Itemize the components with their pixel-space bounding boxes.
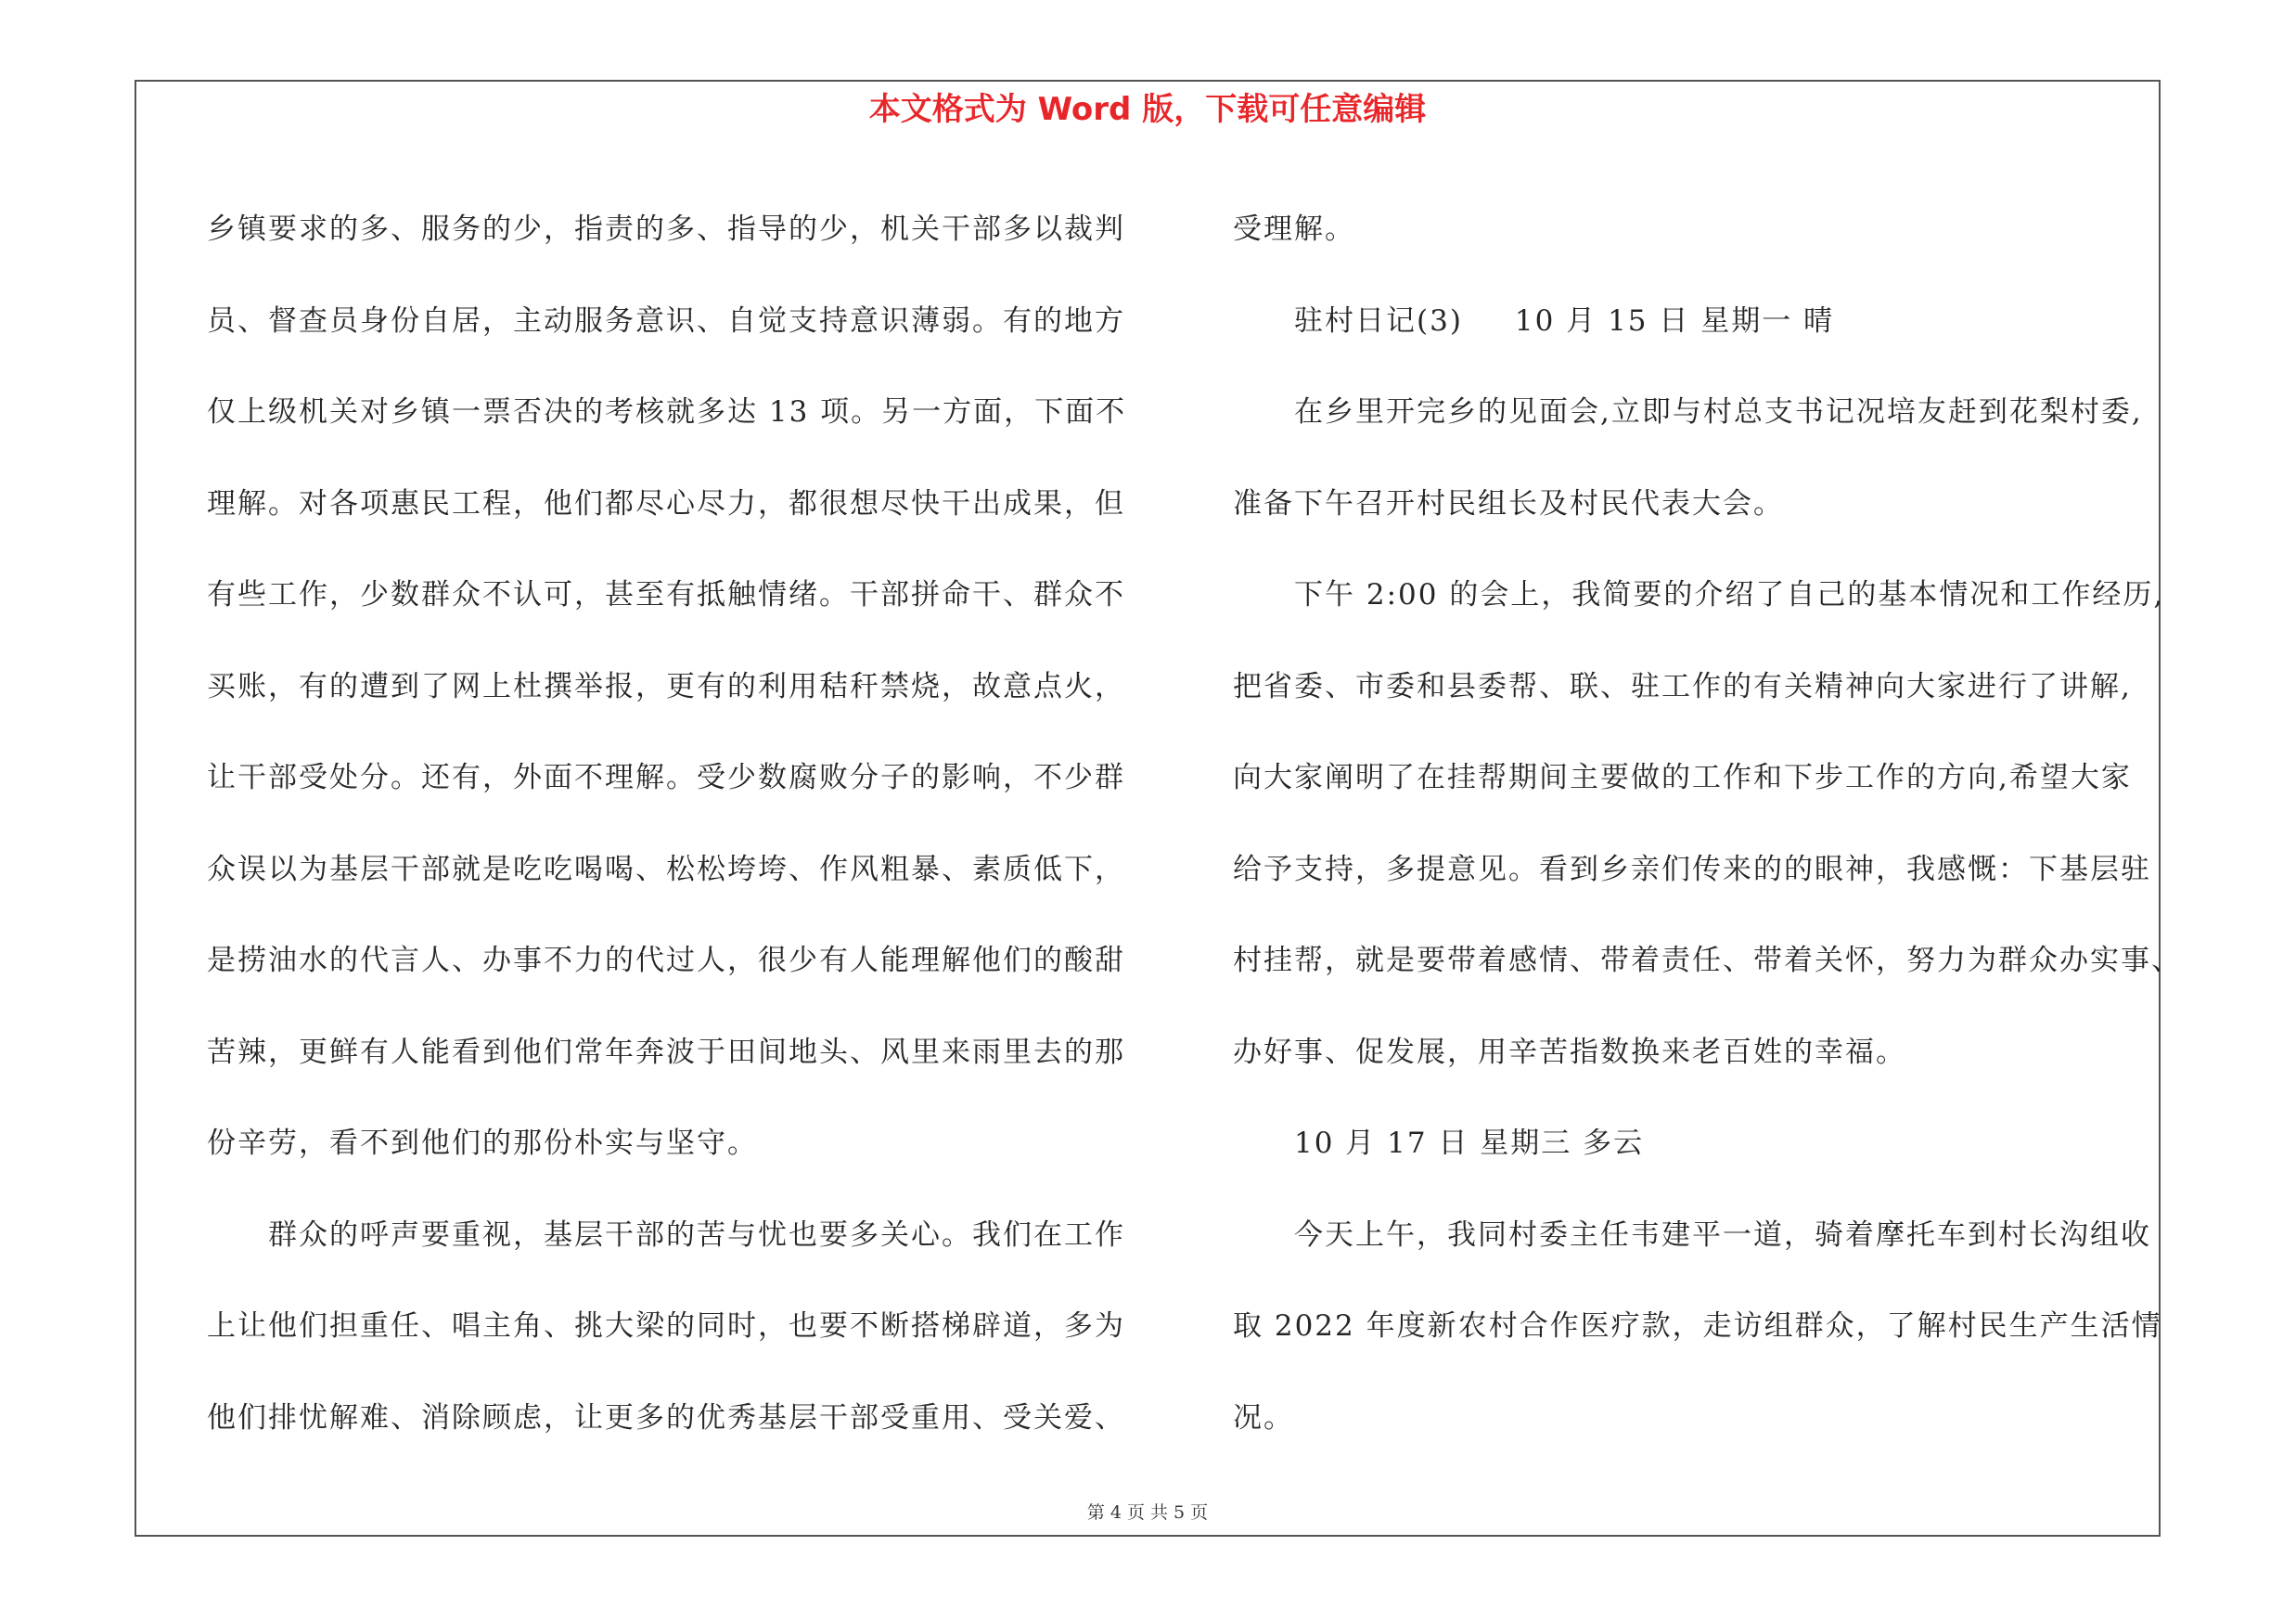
paragraph-line: 理解。对各项惠民工程，他们都尽心尽力，都很想尽快干出成果，但	[207, 486, 1125, 521]
paragraph-line: 众误以为基层干部就是吃吃喝喝、松松垮垮、作风粗暴、素质低下，	[207, 852, 1125, 886]
document-page	[135, 80, 2182, 1537]
diary-heading	[1233, 276, 2151, 367]
paragraph-line: 乡镇要求的多、服务的少，指责的多、指导的少，机关干部多以裁判	[207, 213, 1125, 246]
paragraph-line: 仅上级机关对乡镇一票否决的考核就多达 13 项。另一方面，下面不	[207, 395, 1127, 429]
paragraph-line: 准备下午召开村民组长及村民代表大会。	[1233, 486, 1784, 521]
diary-date-heading: 10 月 17 日 星期三 多云	[1294, 1127, 1645, 1160]
right-text-column	[1233, 184, 2182, 1463]
diary-title: 驻村日记(3)	[1294, 303, 1463, 338]
paragraph-line: 把省委、市委和县委帮、联、驻工作的有关精神向大家进行了讲解,	[1233, 669, 2132, 703]
paragraph-line: 今天上午，我同村委主任韦建平一道，骑着摩托车到村长沟组收	[1294, 1217, 2151, 1252]
word-format-banner: 本文格式为 Word 版，下载可任意编辑	[868, 91, 1427, 128]
paragraph-line: 取 2022 年度新农村合作医疗款，走访组群众，了解村民生产生活情	[1233, 1309, 2162, 1343]
paragraph-line: 让干部受处分。还有，外面不理解。受少数腐败分子的影响，不少群	[207, 761, 1125, 794]
paragraph-line: 群众的呼声要重视，基层干部的苦与忧也要多关心。我们在工作	[268, 1217, 1125, 1252]
paragraph-line: 是捞油水的代言人、办事不力的代过人，很少有人能理解他们的酸甜	[207, 944, 1125, 977]
paragraph-line: 他们排忧解难、消除顾虑，让更多的优秀基层干部受重用、受关爱、	[207, 1400, 1125, 1435]
paragraph-line: 有些工作，少数群众不认可，甚至有抵触情绪。干部拼命干、群众不	[207, 578, 1125, 612]
paragraph-line: 苦辣，更鲜有人能看到他们常年奔波于田间地头、风里来雨里去的那	[207, 1035, 1125, 1069]
paragraph-line: 买账，有的遭到了网上杜撰举报，更有的利用秸秆禁烧，故意点火，	[207, 669, 1125, 703]
paragraph-line: 向大家阐明了在挂帮期间主要做的工作和下步工作的方向,希望大家	[1233, 761, 2132, 794]
paragraph-line: 况。	[1233, 1400, 1294, 1435]
page-number-footer: 第 4 页 共 5 页	[1086, 1502, 1209, 1523]
paragraph-line: 上让他们担重任、唱主角、挑大梁的同时，也要不断搭梯辟道，多为	[207, 1309, 1125, 1343]
paragraph-line: 给予支持，多提意见。看到乡亲们传来的的眼神，我感慨：下基层驻	[1233, 852, 2151, 886]
left-text-column	[207, 184, 1135, 1463]
paragraph-line: 份辛劳，看不到他们的那份朴实与坚守。	[207, 1127, 758, 1160]
paragraph-line: 村挂帮，就是要带着感情、带着责任、带着关怀，努力为群众办实事、	[1233, 944, 2182, 977]
paragraph-line: 下午 2:00 的会上，我简要的介绍了自己的基本情况和工作经历,	[1294, 578, 2165, 612]
diary-date: 10 月 15 日 星期一 晴	[1514, 303, 1835, 338]
paragraph-line: 受理解。	[1233, 213, 1355, 246]
paragraph-line: 员、督查员身份自居，主动服务意识、自觉支持意识薄弱。有的地方	[207, 303, 1125, 338]
paragraph-line: 在乡里开完乡的见面会,立即与村总支书记况培友赶到花梨村委,	[1294, 395, 2143, 429]
paragraph-line: 办好事、促发展，用辛苦指数换来老百姓的幸福。	[1233, 1035, 1906, 1069]
